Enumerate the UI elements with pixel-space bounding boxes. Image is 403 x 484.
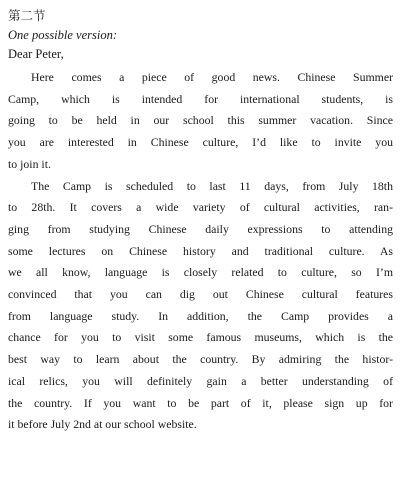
section-heading: 第二节 [8,9,46,23]
letter-line: you are interested in Chinese culture, I’d like to invite you [8,135,393,150]
letter-line: best way to learn about the country. By admiring the histor- [8,352,393,367]
letter-line: Here comes a piece of good news. Chinese Summer [31,70,393,84]
version-label: One possible version: [8,28,118,42]
letter-line: Camp, which is intended for international students, is [8,91,393,106]
letter-line: The Camp is scheduled to last 11 days, from July 18th [31,178,393,193]
letter-line: to 28th. It covers a wide variety of cultural activities, ran- [8,200,393,215]
letter-line: ging from studying Chinese daily expressions to attending [8,221,393,236]
letter-line: from language study. In addition, the Camp provides a [8,308,393,323]
letter-body [8,67,393,436]
letter-line: going to be held in our school this summer vacation. Since [8,113,393,128]
letter-line: the country. If you want to be part of it, please sign up for [8,395,393,410]
letter-line: it before July 2nd at our school website. [8,417,197,432]
letter-line: ical relics, you will definitely gain a better understanding of [8,373,393,388]
salutation: Dear Peter, [8,47,64,61]
letter-line: convinced that you can dig out Chinese cultural features [8,287,393,302]
letter-line: some lectures on Chinese history and traditional culture. As [8,243,393,258]
letter-line: chance for you to visit some famous museums, which is the [8,330,393,345]
letter-line: to join it. [8,156,51,171]
letter-line: we all know, language is closely related to culture, so I’m [8,265,393,280]
